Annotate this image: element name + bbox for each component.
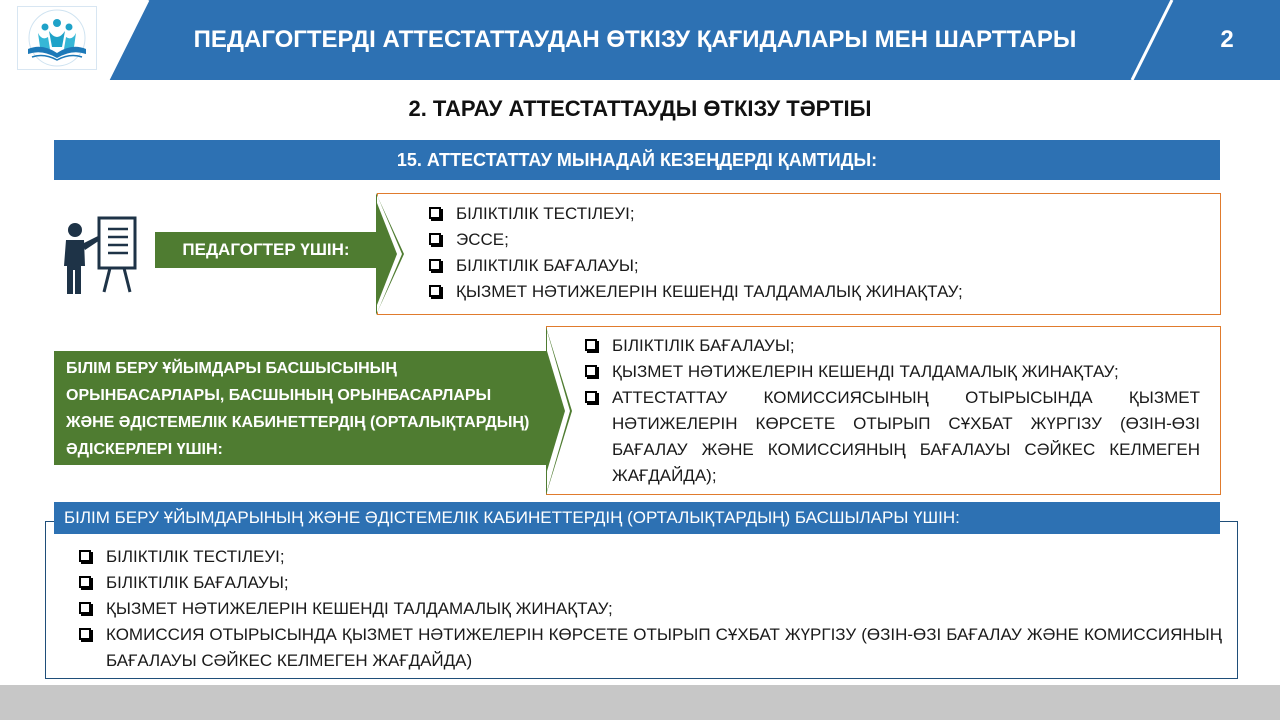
deputies-stages-list — [582, 333, 1200, 489]
list-item: АТТЕСТАТТАУ КОМИССИЯСЫНЫҢ ОТЫРЫСЫНДА ҚЫЗМЕТ НӘТИЖЕЛЕРІН КӨРСЕТЕ ОТЫРЫП СҰХБАТ ЖҮРГІЗУ (ӨЗІН-ӨЗІ БАҒАЛАУ ЖӘНЕ КОМИССИЯНЫҢ БАҒАЛАУЫ СӘЙКЕС КЕЛМЕГЕН ЖАҒДАЙДА); — [582, 385, 1200, 489]
teachers-label: ПЕДАГОГТЕР ҮШІН: — [155, 232, 377, 268]
heads-stages-list — [76, 544, 1222, 674]
deputies-label: БІЛІМ БЕРУ ҰЙЫМДАРЫ БАСШЫСЫНЫҢ ОРЫНБАСАРЛАРЫ, БАСШЫНЫҢ ОРЫНБАСАРЛАРЫ ЖӘНЕ ӘДІСТЕМЕЛІК КАБИНЕТТЕРДІҢ (ОРТАЛЫҚТАРДЫҢ) ӘДІСКЕРЛЕРІ ҮШІН: — [54, 351, 548, 465]
teachers-stages-list — [426, 201, 1206, 305]
heads-label: БІЛІМ БЕРУ ҰЙЫМДАРЫНЫҢ ЖӘНЕ ӘДІСТЕМЕЛІК КАБИНЕТТЕРДІҢ (ОРТАЛЫҚТАРДЫҢ) БАСШЫЛАРЫ ҮШІН: — [54, 502, 1220, 534]
deputies-arrow-shape — [546, 327, 576, 495]
list-item: ҚЫЗМЕТ НӘТИЖЕЛЕРІН КЕШЕНДІ ТАЛДАМАЛЫҚ ЖИНАҚТАУ; — [76, 596, 1222, 622]
list-item: БІЛІКТІЛІК БАҒАЛАУЫ; — [426, 253, 1206, 279]
deputies-stages-box — [546, 326, 1221, 495]
page-number: 2 — [1220, 26, 1234, 53]
list-item: БІЛІКТІЛІК БАҒАЛАУЫ; — [582, 333, 1200, 359]
slide-header — [0, 0, 1280, 80]
list-item: БІЛІКТІЛІК ТЕСТІЛЕУІ; — [426, 201, 1206, 227]
list-item: БІЛІКТІЛІК БАҒАЛАУЫ; — [76, 570, 1222, 596]
list-item: БІЛІКТІЛІК ТЕСТІЛЕУІ; — [76, 544, 1222, 570]
slide-footer — [0, 685, 1280, 720]
stages-header: 15. АТТЕСТАТТАУ МЫНАДАЙ КЕЗЕҢДЕРДІ ҚАМТИДЫ: — [54, 140, 1220, 180]
chapter-title: 2. ТАРАУ АТТЕСТАТТАУДЫ ӨТКІЗУ ТӘРТІБІ — [408, 96, 872, 121]
list-item: КОМИССИЯ ОТЫРЫСЫНДА ҚЫЗМЕТ НӘТИЖЕЛЕРІН КӨРСЕТЕ ОТЫРЫП СҰХБАТ ЖҮРГІЗУ (ӨЗІН-ӨЗІ БАҒАЛАУ ЖӘНЕ КОМИССИЯНЫҢ БАҒАЛАУЫ СӘЙКЕС КЕЛМЕГЕН ЖАҒДАЙДА) — [76, 622, 1222, 674]
teachers-arrow-shape — [376, 193, 406, 315]
teachers-stages-box — [377, 193, 1221, 315]
heads-stages-box — [45, 521, 1238, 679]
list-item: ЭССЕ; — [426, 227, 1206, 253]
header-title: ПЕДАГОГТЕРДІ АТТЕСТАТТАУДАН ӨТКІЗУ ҚАҒИДАЛАРЫ МЕН ШАРТТАРЫ — [193, 26, 1077, 53]
book-people-logo-icon — [17, 6, 97, 70]
teacher-presentation-icon — [58, 214, 138, 296]
list-item: ҚЫЗМЕТ НӘТИЖЕЛЕРІН КЕШЕНДІ ТАЛДАМАЛЫҚ ЖИНАҚТАУ; — [426, 279, 1206, 305]
list-item: ҚЫЗМЕТ НӘТИЖЕЛЕРІН КЕШЕНДІ ТАЛДАМАЛЫҚ ЖИНАҚТАУ; — [582, 359, 1200, 385]
